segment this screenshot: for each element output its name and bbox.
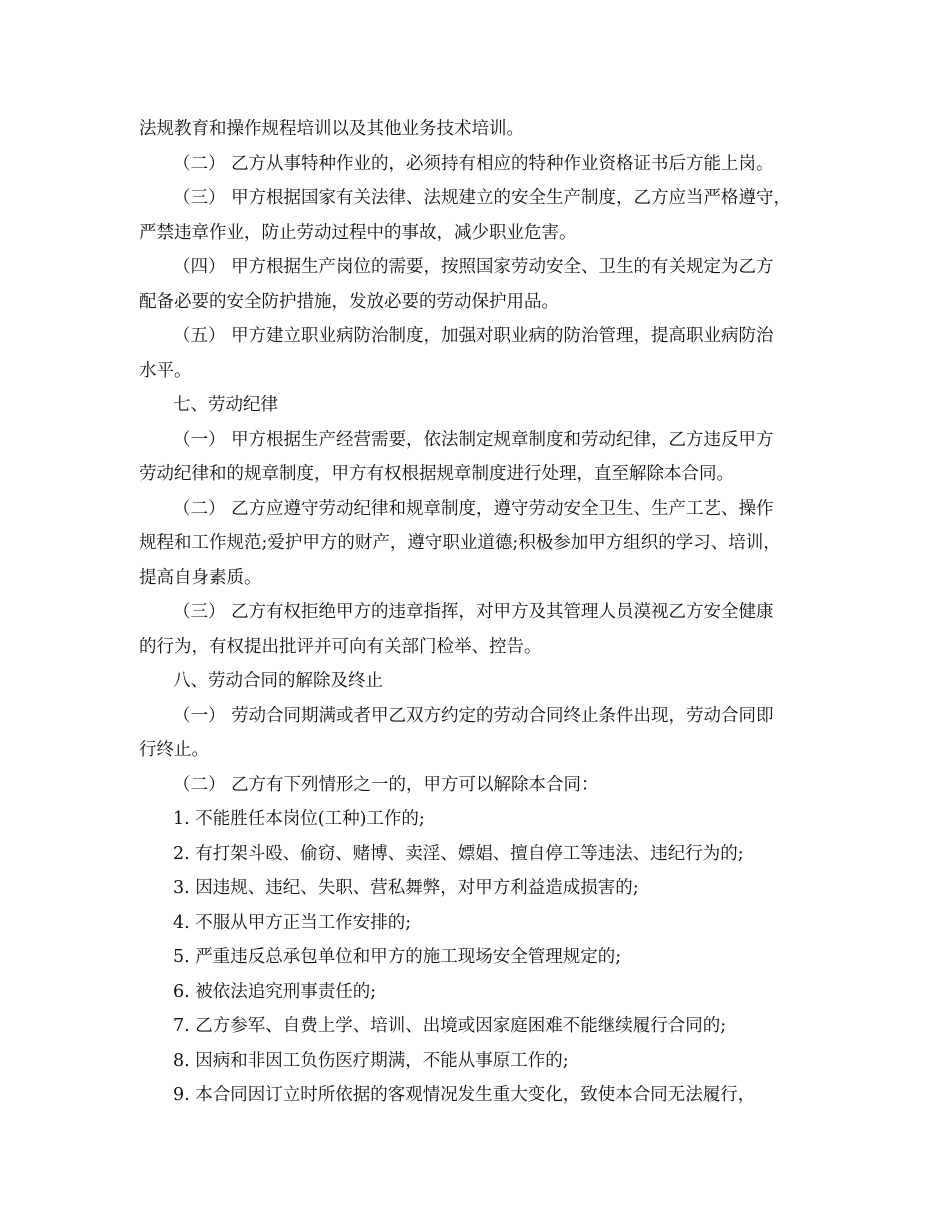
paragraph-line: 行终止。 [139, 740, 209, 760]
paragraph-line: （三） 乙方有权拒绝甲方的违章指挥，对甲方及其管理人员漠视乙方安全健康 [173, 602, 774, 622]
paragraph-line: （二） 乙方应遵守劳动纪律和规章制度，遵守劳动安全卫生、生产工艺、操作 [173, 498, 774, 519]
paragraph-line: 严禁违章作业，防止劳动过程中的事故，减少职业危害。 [139, 222, 577, 243]
list-item: 5. 严重违反总承包单位和甲方的施工现场安全管理规定的; [173, 947, 622, 967]
list-item: 7. 乙方参军、自费上学、培训、出境或因家庭困难不能继续履行合同的; [173, 1016, 727, 1036]
section-heading: 八、劳动合同的解除及终止 [173, 671, 383, 691]
paragraph-line: 配备必要的安全防护措施，发放必要的劳动保护用品。 [139, 291, 559, 312]
paragraph-line: （二） 乙方从事特种作业的，必须持有相应的特种作业资格证书后方能上岗。 [173, 153, 774, 174]
paragraph-line: （四） 甲方根据生产岗位的需要，按照国家劳动安全、卫生的有关规定为乙方 [173, 257, 774, 277]
list-item: 3. 因违规、违纪、失职、营私舞弊，对甲方利益造成损害的; [173, 878, 639, 898]
paragraph-line: （一） 甲方根据生产经营需要，依法制定规章制度和劳动纪律，乙方违反甲方 [173, 429, 774, 450]
paragraph-line: 规程和工作规范;爱护甲方的财产，遵守职业道德;积极参加甲方组织的学习、培训， [139, 533, 781, 553]
list-item: 8. 因病和非因工负伤医疗期满，不能从事原工作的; [173, 1050, 569, 1071]
paragraph-line: （一） 劳动合同期满或者甲乙双方约定的劳动合同终止条件出现，劳动合同即 [173, 705, 774, 726]
list-item: 2. 有打架斗殴、偷窃、赌博、卖淫、嫖娼、擅自停工等违法、违纪行为的; [173, 843, 744, 864]
paragraph-line: 的行为，有权提出批评并可向有关部门检举、控告。 [139, 636, 542, 657]
paragraph-line: （二） 乙方有下列情形之一的，甲方可以解除本合同： [173, 774, 599, 795]
list-item: 6. 被依法追究刑事责任的; [173, 981, 377, 1002]
paragraph-line: （三） 甲方根据国家有关法律、法规建立的安全生产制度，乙方应当严格遵守， [173, 188, 792, 208]
list-item: 1. 不能胜任本岗位(工种)工作的; [173, 809, 425, 829]
list-item: 9. 本合同因订立时所依据的客观情况发生重大变化，致使本合同无法履行， [173, 1085, 756, 1105]
paragraph-line: 法规教育和操作规程培训以及其他业务技术培训。 [139, 119, 524, 139]
paragraph-line: 劳动纪律和的规章制度，甲方有权根据规章制度进行处理，直至解除本合同。 [139, 464, 734, 484]
paragraph-line: 水平。 [139, 360, 192, 381]
paragraph-line: （五） 甲方建立职业病防治制度，加强对职业病的防治管理，提高职业病防治 [173, 326, 774, 346]
list-item: 4. 不服从甲方正当工作安排的; [173, 912, 412, 933]
section-heading: 七、劳动纪律 [173, 395, 278, 415]
document-body [139, 112, 819, 1113]
paragraph-line: 提高自身素质。 [139, 567, 262, 588]
